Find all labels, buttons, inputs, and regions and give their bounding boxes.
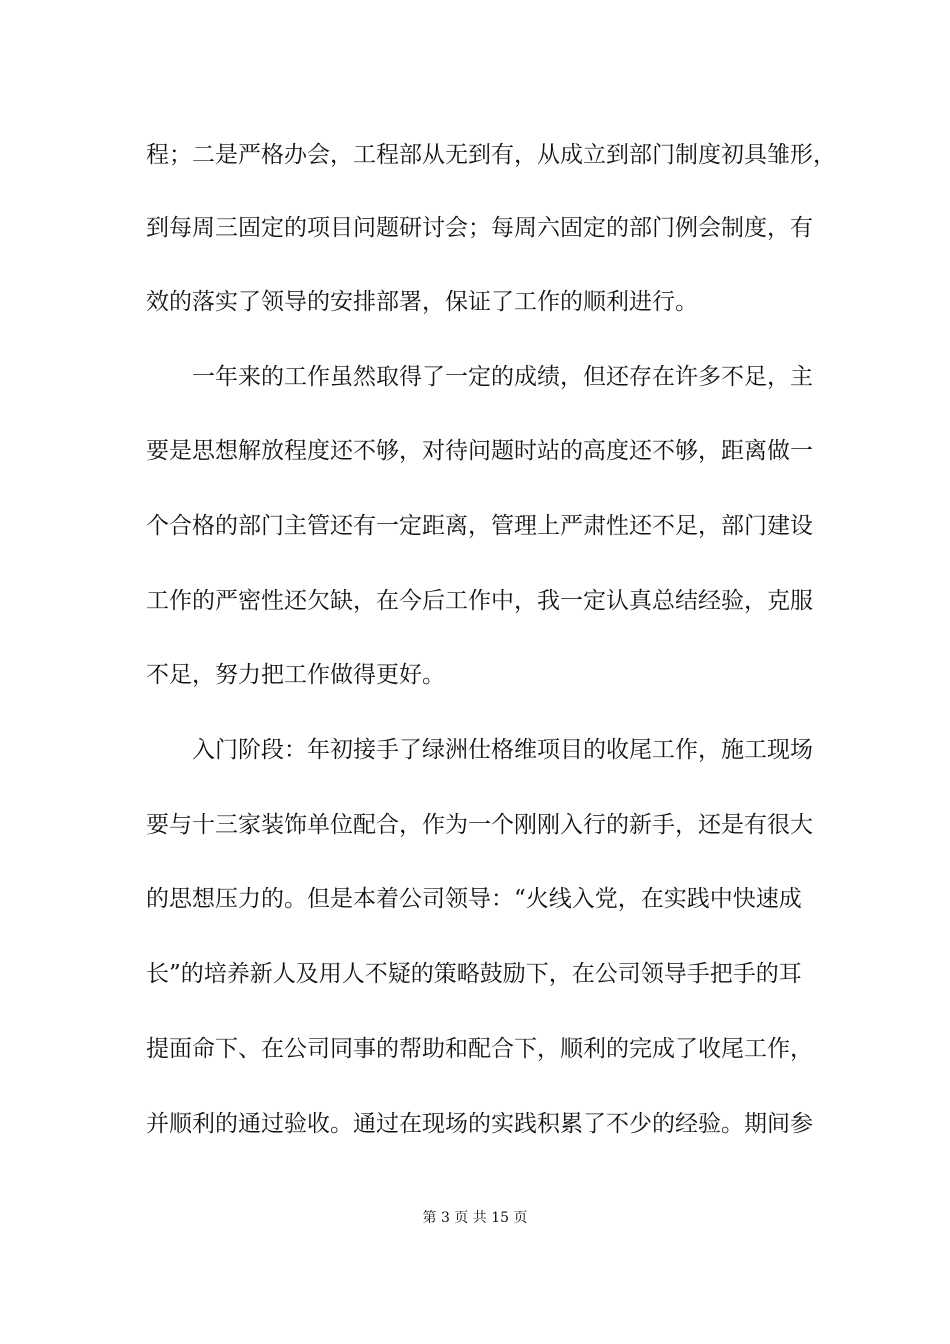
text-line: 提面命下、在公司同事的帮助和配合下，顺利的完成了收尾工作， — [146, 1036, 813, 1062]
text-line: 个合格的部门主管还有一定距离，管理上严肃性还不足，部门建设 — [146, 513, 813, 539]
text-line: 要与十三家装饰单位配合，作为一个刚刚入行的新手，还是有很大 — [146, 812, 813, 838]
text-line: 到每周三固定的项目问题研讨会；每周六固定的部门例会制度，有 — [146, 215, 813, 241]
text-line: 工作的严密性还欠缺，在今后工作中，我一定认真总结经验，克服 — [146, 588, 813, 614]
text-line: 并顺利的通过验收。通过在现场的实践积累了不少的经验。期间参 — [146, 1111, 813, 1137]
text-line: 程；二是严格办会，工程部从无到有，从成立到部门制度初具雏形， — [146, 142, 836, 168]
text-line: 要是思想解放程度还不够，对待问题时站的高度还不够，距离做一 — [146, 438, 813, 464]
page-number-footer: 第 3 页 共 15 页 — [422, 1210, 528, 1226]
text-line: 不足，努力把工作做得更好。 — [146, 662, 445, 688]
text-line: 的思想压力的。但是本着公司领导：“火线入党，在实践中快速成 — [146, 886, 802, 912]
text-line: 入门阶段：年初接手了绿洲仕格维项目的收尾工作，施工现场 — [146, 737, 813, 763]
text-line: 长”的培养新人及用人不疑的策略鼓励下，在公司领导手把手的耳 — [146, 961, 802, 987]
text-line: 一年来的工作虽然取得了一定的成绩，但还存在许多不足，主 — [146, 364, 813, 390]
text-line: 效的落实了领导的安排部署，保证了工作的顺利进行。 — [146, 289, 698, 315]
